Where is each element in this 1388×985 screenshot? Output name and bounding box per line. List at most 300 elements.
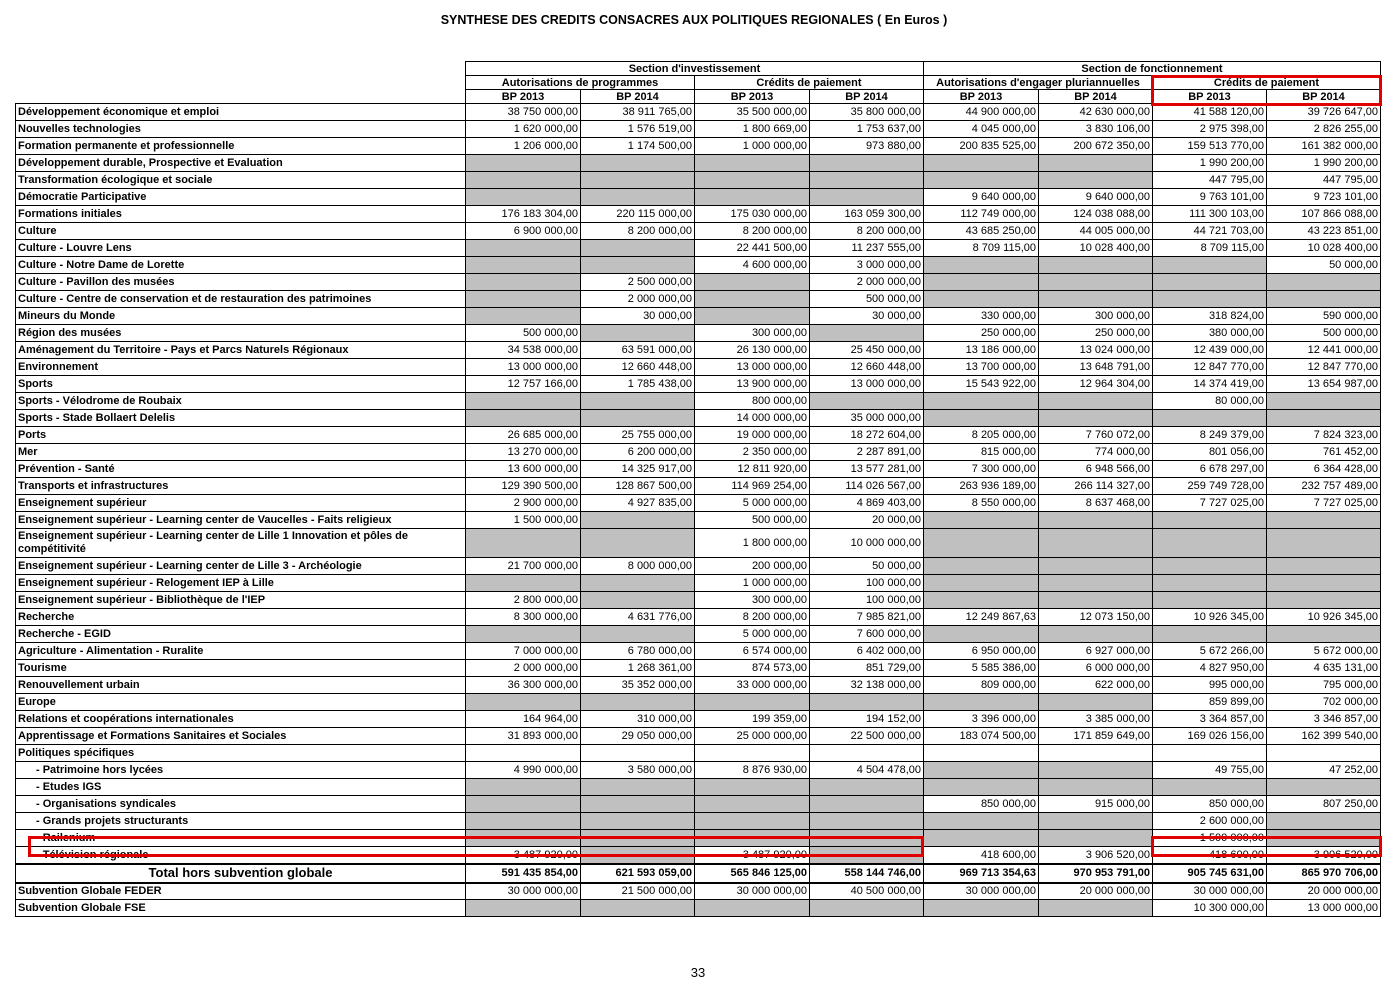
value-cell: 26 685 000,00 (466, 427, 581, 444)
value-cell: 12 847 770,00 (1267, 359, 1381, 376)
value-cell: 3 000 000,00 (810, 257, 924, 274)
value-cell: 259 749 728,00 (1153, 478, 1267, 495)
value-cell (1267, 745, 1381, 762)
row-label: - Grands projets structurants (16, 813, 466, 830)
value-cell: 970 953 791,00 (1039, 864, 1153, 883)
value-cell: 4 600 000,00 (695, 257, 810, 274)
value-cell: 171 859 649,00 (1039, 728, 1153, 745)
table-row (16, 342, 1381, 359)
value-cell: 7 985 821,00 (810, 609, 924, 626)
value-cell: 9 640 000,00 (924, 189, 1039, 206)
empty-grey-cell (466, 189, 581, 206)
value-cell: 4 631 776,00 (581, 609, 695, 626)
empty-grey-cell (466, 291, 581, 308)
value-cell: 13 000 000,00 (1267, 900, 1381, 917)
value-cell: 12 249 867,63 (924, 609, 1039, 626)
value-cell: 44 721 703,00 (1153, 223, 1267, 240)
table-row (16, 478, 1381, 495)
value-cell: 7 727 025,00 (1267, 495, 1381, 512)
value-cell: 15 543 922,00 (924, 376, 1039, 393)
value-cell: 20 000 000,00 (1039, 883, 1153, 900)
value-cell: 621 593 059,00 (581, 864, 695, 883)
empty-grey-cell (1267, 779, 1381, 796)
value-cell: 915 000,00 (1039, 796, 1153, 813)
value-cell: 8 249 379,00 (1153, 427, 1267, 444)
empty-grey-cell (695, 779, 810, 796)
table-row (16, 694, 1381, 711)
empty-grey-cell (581, 155, 695, 172)
row-label: Culture - Centre de conservation et de restauration des patrimoines (16, 291, 466, 308)
value-cell: 43 223 851,00 (1267, 223, 1381, 240)
value-cell: 35 352 000,00 (581, 677, 695, 694)
value-cell: 38 911 765,00 (581, 104, 695, 121)
value-cell: 266 114 327,00 (1039, 478, 1153, 495)
value-cell: 10 028 400,00 (1039, 240, 1153, 257)
value-cell: 500 000,00 (1267, 325, 1381, 342)
row-label: Culture - Pavillon des musées (16, 274, 466, 291)
empty-grey-cell (924, 257, 1039, 274)
value-cell: 8 637 468,00 (1039, 495, 1153, 512)
value-cell: 114 026 567,00 (810, 478, 924, 495)
value-cell: 8 550 000,00 (924, 495, 1039, 512)
empty-grey-cell (924, 558, 1039, 575)
value-cell: 969 713 354,63 (924, 864, 1039, 883)
value-cell: 4 635 131,00 (1267, 660, 1381, 677)
value-cell: 263 936 189,00 (924, 478, 1039, 495)
value-cell: 1 753 637,00 (810, 121, 924, 138)
total-row (16, 864, 1381, 883)
value-cell: 30 000 000,00 (1153, 883, 1267, 900)
empty-grey-cell (1039, 626, 1153, 643)
value-cell: 850 000,00 (924, 796, 1039, 813)
row-label: Développement économique et emploi (16, 104, 466, 121)
empty-grey-cell (924, 529, 1039, 558)
value-cell: 30 000 000,00 (924, 883, 1039, 900)
value-cell: 1 000 000,00 (695, 138, 810, 155)
empty-grey-cell (581, 592, 695, 609)
empty-grey-cell (924, 592, 1039, 609)
empty-grey-cell (810, 325, 924, 342)
empty-grey-cell (810, 189, 924, 206)
value-cell: 8 200 000,00 (695, 223, 810, 240)
empty-grey-cell (695, 813, 810, 830)
value-cell: 3 487 920,00 (695, 847, 810, 864)
empty-grey-cell (581, 189, 695, 206)
row-label: Enseignement supérieur - Learning center de Lille 3 - Archéologie (16, 558, 466, 575)
sub-header-credits-paiement-fonct: Crédits de paiement (1153, 76, 1381, 90)
empty-grey-cell (1039, 558, 1153, 575)
value-cell: 7 300 000,00 (924, 461, 1039, 478)
row-label: Politiques spécifiques (16, 745, 466, 762)
header-blank-cell (16, 62, 466, 104)
row-label: Formations initiales (16, 206, 466, 223)
empty-grey-cell (695, 291, 810, 308)
empty-grey-cell (695, 172, 810, 189)
year-header: BP 2014 (581, 90, 695, 104)
year-header: BP 2013 (924, 90, 1039, 104)
value-cell: 1 206 000,00 (466, 138, 581, 155)
empty-grey-cell (581, 779, 695, 796)
value-cell: 13 270 000,00 (466, 444, 581, 461)
value-cell: 8 205 000,00 (924, 427, 1039, 444)
empty-grey-cell (924, 626, 1039, 643)
value-cell: 6 927 000,00 (1039, 643, 1153, 660)
value-cell: 851 729,00 (810, 660, 924, 677)
value-cell: 13 654 987,00 (1267, 376, 1381, 393)
value-cell: 318 824,00 (1153, 308, 1267, 325)
value-cell: 10 028 400,00 (1267, 240, 1381, 257)
value-cell: 44 005 000,00 (1039, 223, 1153, 240)
value-cell: 12 439 000,00 (1153, 342, 1267, 359)
empty-grey-cell (695, 308, 810, 325)
value-cell: 250 000,00 (1039, 325, 1153, 342)
value-cell: 1 800 000,00 (695, 529, 810, 558)
empty-grey-cell (924, 779, 1039, 796)
empty-grey-cell (1153, 410, 1267, 427)
value-cell: 3 487 920,00 (466, 847, 581, 864)
value-cell: 30 000 000,00 (466, 883, 581, 900)
value-cell: 18 272 604,00 (810, 427, 924, 444)
value-cell: 2 975 398,00 (1153, 121, 1267, 138)
table-row (16, 745, 1381, 762)
value-cell: 7 000 000,00 (466, 643, 581, 660)
empty-grey-cell (1039, 172, 1153, 189)
value-cell: 2 000 000,00 (810, 274, 924, 291)
value-cell: 29 050 000,00 (581, 728, 695, 745)
value-cell: 905 745 631,00 (1153, 864, 1267, 883)
value-cell: 176 183 304,00 (466, 206, 581, 223)
value-cell: 47 252,00 (1267, 762, 1381, 779)
value-cell: 565 846 125,00 (695, 864, 810, 883)
year-header: BP 2013 (695, 90, 810, 104)
empty-grey-cell (695, 900, 810, 917)
value-cell: 6 402 000,00 (810, 643, 924, 660)
value-cell: 1 500 000,00 (466, 512, 581, 529)
value-cell: 25 755 000,00 (581, 427, 695, 444)
value-cell: 4 045 000,00 (924, 121, 1039, 138)
empty-grey-cell (810, 694, 924, 711)
empty-grey-cell (581, 512, 695, 529)
empty-grey-cell (695, 694, 810, 711)
value-cell: 13 024 000,00 (1039, 342, 1153, 359)
row-label: Mer (16, 444, 466, 461)
table-row (16, 427, 1381, 444)
value-cell: 175 030 000,00 (695, 206, 810, 223)
value-cell: 7 760 072,00 (1039, 427, 1153, 444)
empty-grey-cell (1267, 558, 1381, 575)
table-row (16, 359, 1381, 376)
empty-grey-cell (1039, 393, 1153, 410)
value-cell: 590 000,00 (1267, 308, 1381, 325)
value-cell: 4 990 000,00 (466, 762, 581, 779)
empty-grey-cell (1153, 592, 1267, 609)
value-cell: 63 591 000,00 (581, 342, 695, 359)
table-row (16, 813, 1381, 830)
value-cell: 31 893 000,00 (466, 728, 581, 745)
value-cell: 300 000,00 (695, 325, 810, 342)
empty-grey-cell (1039, 257, 1153, 274)
value-cell: 80 000,00 (1153, 393, 1267, 410)
value-cell: 100 000,00 (810, 592, 924, 609)
row-label: Formation permanente et professionnelle (16, 138, 466, 155)
value-cell: 200 000,00 (695, 558, 810, 575)
value-cell: 6 900 000,00 (466, 223, 581, 240)
value-cell: 3 906 520,00 (1267, 847, 1381, 864)
value-cell: 26 130 000,00 (695, 342, 810, 359)
value-cell: 3 906 520,00 (1039, 847, 1153, 864)
value-cell: 1 990 200,00 (1153, 155, 1267, 172)
value-cell: 4 504 478,00 (810, 762, 924, 779)
value-cell: 2 900 000,00 (466, 495, 581, 512)
table-row (16, 257, 1381, 274)
empty-grey-cell (581, 813, 695, 830)
value-cell: 500 000,00 (466, 325, 581, 342)
value-cell: 10 926 345,00 (1153, 609, 1267, 626)
value-cell: 44 900 000,00 (924, 104, 1039, 121)
empty-grey-cell (466, 155, 581, 172)
value-cell: 112 749 000,00 (924, 206, 1039, 223)
empty-grey-cell (581, 257, 695, 274)
value-cell: 801 056,00 (1153, 444, 1267, 461)
empty-grey-cell (810, 847, 924, 864)
value-cell: 310 000,00 (581, 711, 695, 728)
empty-grey-cell (1039, 762, 1153, 779)
value-cell: 5 672 000,00 (1267, 643, 1381, 660)
row-label: - Etudes IGS (16, 779, 466, 796)
value-cell: 50 000,00 (1267, 257, 1381, 274)
row-label: - Organisations syndicales (16, 796, 466, 813)
table-row (16, 206, 1381, 223)
empty-grey-cell (1153, 779, 1267, 796)
value-cell: 815 000,00 (924, 444, 1039, 461)
empty-grey-cell (466, 240, 581, 257)
value-cell: 300 000,00 (695, 592, 810, 609)
empty-grey-cell (924, 830, 1039, 847)
table-row (16, 121, 1381, 138)
table-row (16, 762, 1381, 779)
sub-header-credits-paiement-invest: Crédits de paiement (695, 76, 924, 90)
row-label: Europe (16, 694, 466, 711)
year-header: BP 2014 (1267, 90, 1381, 104)
table-row (16, 830, 1381, 847)
value-cell: 8 200 000,00 (581, 223, 695, 240)
value-cell (1153, 745, 1267, 762)
empty-grey-cell (1267, 512, 1381, 529)
empty-grey-cell (466, 830, 581, 847)
table-row (16, 779, 1381, 796)
row-label: Sports - Vélodrome de Roubaix (16, 393, 466, 410)
value-cell: 50 000,00 (810, 558, 924, 575)
value-cell: 3 385 000,00 (1039, 711, 1153, 728)
table-row (16, 376, 1381, 393)
credits-table (15, 61, 1381, 917)
value-cell (924, 745, 1039, 762)
page-number: 33 (690, 965, 706, 980)
value-cell: 1 268 361,00 (581, 660, 695, 677)
row-label: - Railenium (16, 830, 466, 847)
empty-grey-cell (1153, 575, 1267, 592)
value-cell: 36 300 000,00 (466, 677, 581, 694)
empty-grey-cell (581, 575, 695, 592)
empty-grey-cell (466, 575, 581, 592)
value-cell: 163 059 300,00 (810, 206, 924, 223)
row-label: Enseignement supérieur - Learning center de Lille 1 Innovation et pôles de compétitivité (16, 529, 466, 558)
value-cell: 20 000 000,00 (1267, 883, 1381, 900)
value-cell: 6 364 428,00 (1267, 461, 1381, 478)
empty-grey-cell (581, 240, 695, 257)
value-cell: 1 500 000,00 (1153, 830, 1267, 847)
value-cell: 21 500 000,00 (581, 883, 695, 900)
value-cell: 2 287 891,00 (810, 444, 924, 461)
table-row (16, 529, 1381, 558)
value-cell: 14 374 419,00 (1153, 376, 1267, 393)
value-cell: 111 300 103,00 (1153, 206, 1267, 223)
value-cell: 114 969 254,00 (695, 478, 810, 495)
value-cell: 13 700 000,00 (924, 359, 1039, 376)
table-row (16, 847, 1381, 864)
row-label: Transports et infrastructures (16, 478, 466, 495)
value-cell: 447 795,00 (1153, 172, 1267, 189)
table-row (16, 626, 1381, 643)
table-row (16, 308, 1381, 325)
value-cell: 6 678 297,00 (1153, 461, 1267, 478)
value-cell: 1 990 200,00 (1267, 155, 1381, 172)
table-row (16, 461, 1381, 478)
value-cell: 9 640 000,00 (1039, 189, 1153, 206)
section-investissement-header: Section d'investissement (466, 62, 924, 76)
value-cell: 33 000 000,00 (695, 677, 810, 694)
table-row (16, 900, 1381, 917)
value-cell: 8 709 115,00 (1153, 240, 1267, 257)
table-row (16, 291, 1381, 308)
row-label: Développement durable, Prospective et Evaluation (16, 155, 466, 172)
empty-grey-cell (924, 155, 1039, 172)
value-cell: 795 000,00 (1267, 677, 1381, 694)
value-cell: 2 000 000,00 (466, 660, 581, 677)
value-cell: 500 000,00 (810, 291, 924, 308)
value-cell: 128 867 500,00 (581, 478, 695, 495)
empty-grey-cell (466, 529, 581, 558)
value-cell: 12 073 150,00 (1039, 609, 1153, 626)
value-cell: 12 811 920,00 (695, 461, 810, 478)
value-cell: 8 200 000,00 (695, 609, 810, 626)
year-header: BP 2013 (466, 90, 581, 104)
value-cell: 13 600 000,00 (466, 461, 581, 478)
table-row (16, 393, 1381, 410)
empty-grey-cell (1267, 626, 1381, 643)
empty-grey-cell (924, 410, 1039, 427)
value-cell: 622 000,00 (1039, 677, 1153, 694)
value-cell: 200 835 525,00 (924, 138, 1039, 155)
value-cell: 591 435 854,00 (466, 864, 581, 883)
value-cell: 702 000,00 (1267, 694, 1381, 711)
value-cell: 5 672 266,00 (1153, 643, 1267, 660)
empty-grey-cell (1039, 155, 1153, 172)
row-label: Environnement (16, 359, 466, 376)
value-cell: 13 000 000,00 (695, 359, 810, 376)
value-cell: 874 573,00 (695, 660, 810, 677)
value-cell: 6 200 000,00 (581, 444, 695, 461)
value-cell: 200 672 350,00 (1039, 138, 1153, 155)
empty-grey-cell (1039, 830, 1153, 847)
empty-grey-cell (924, 291, 1039, 308)
value-cell: 22 500 000,00 (810, 728, 924, 745)
value-cell: 25 000 000,00 (695, 728, 810, 745)
value-cell (581, 745, 695, 762)
table-row (16, 223, 1381, 240)
empty-grey-cell (1267, 291, 1381, 308)
empty-grey-cell (581, 796, 695, 813)
empty-grey-cell (924, 274, 1039, 291)
empty-grey-cell (695, 189, 810, 206)
empty-grey-cell (924, 694, 1039, 711)
row-label: Recherche - EGID (16, 626, 466, 643)
value-cell: 199 359,00 (695, 711, 810, 728)
value-cell: 330 000,00 (924, 308, 1039, 325)
empty-grey-cell (466, 813, 581, 830)
value-cell: 2 000 000,00 (581, 291, 695, 308)
row-label: Culture - Louvre Lens (16, 240, 466, 257)
row-label: Enseignement supérieur - Bibliothèque de l'IEP (16, 592, 466, 609)
value-cell: 12 660 448,00 (581, 359, 695, 376)
value-cell: 25 450 000,00 (810, 342, 924, 359)
value-cell: 3 364 857,00 (1153, 711, 1267, 728)
value-cell: 3 830 106,00 (1039, 121, 1153, 138)
value-cell: 35 800 000,00 (810, 104, 924, 121)
value-cell: 9 723 101,00 (1267, 189, 1381, 206)
value-cell: 12 964 304,00 (1039, 376, 1153, 393)
table-row (16, 677, 1381, 694)
value-cell: 19 000 000,00 (695, 427, 810, 444)
value-cell: 2 500 000,00 (581, 274, 695, 291)
table-row (16, 138, 1381, 155)
row-label: Culture - Notre Dame de Lorette (16, 257, 466, 274)
value-cell: 300 000,00 (1039, 308, 1153, 325)
year-header: BP 2014 (810, 90, 924, 104)
row-label: Enseignement supérieur (16, 495, 466, 512)
table-row (16, 883, 1381, 900)
table-row (16, 609, 1381, 626)
table-row (16, 558, 1381, 575)
value-cell: 500 000,00 (695, 512, 810, 529)
value-cell: 447 795,00 (1267, 172, 1381, 189)
value-cell: 859 899,00 (1153, 694, 1267, 711)
empty-grey-cell (695, 796, 810, 813)
value-cell: 5 000 000,00 (695, 495, 810, 512)
value-cell: 100 000,00 (810, 575, 924, 592)
empty-grey-cell (581, 393, 695, 410)
value-cell: 13 186 000,00 (924, 342, 1039, 359)
year-header: BP 2013 (1153, 90, 1267, 104)
row-label: Mineurs du Monde (16, 308, 466, 325)
row-label: Agriculture - Alimentation - Ruralite (16, 643, 466, 660)
empty-grey-cell (810, 796, 924, 813)
value-cell: 12 441 000,00 (1267, 342, 1381, 359)
empty-grey-cell (581, 900, 695, 917)
table-row (16, 495, 1381, 512)
empty-grey-cell (1153, 558, 1267, 575)
value-cell (810, 745, 924, 762)
empty-grey-cell (466, 626, 581, 643)
value-cell: 13 000 000,00 (810, 376, 924, 393)
empty-grey-cell (466, 274, 581, 291)
empty-grey-cell (466, 796, 581, 813)
table-row (16, 592, 1381, 609)
empty-grey-cell (924, 762, 1039, 779)
value-cell: 13 000 000,00 (466, 359, 581, 376)
empty-grey-cell (924, 900, 1039, 917)
row-label: Apprentissage et Formations Sanitaires et Sociales (16, 728, 466, 745)
